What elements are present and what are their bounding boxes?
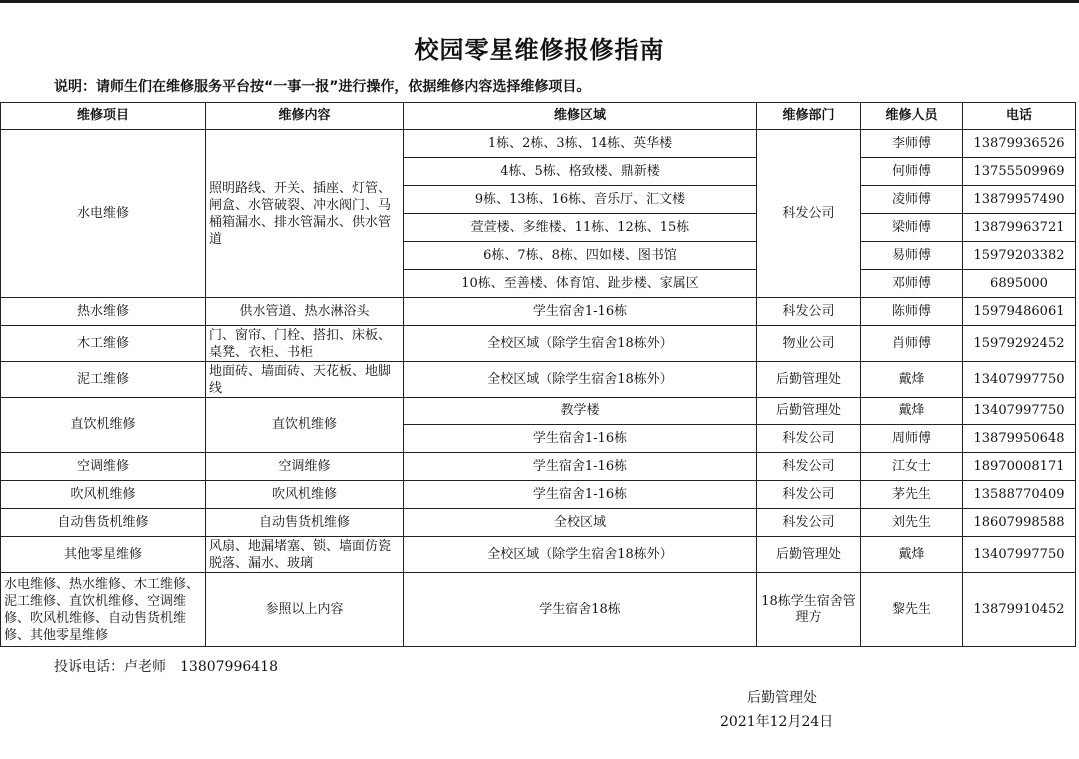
dept-cell: 18栋学生宿舍管理方	[757, 573, 861, 647]
dept-cell: 物业公司	[757, 326, 861, 362]
project-cell: 水电维修、热水维修、木工维修、泥工维修、直饮机维修、空调维修、吹风机维修、自动售货机维修、其他零星维修	[1, 573, 206, 647]
phone-cell: 13407997750	[963, 362, 1076, 398]
area-cell: 全校区域	[404, 509, 757, 537]
phone-cell: 18970008171	[963, 453, 1076, 481]
content-cell: 门、窗帘、门栓、搭扣、床板、桌凳、衣柜、书柜	[206, 326, 404, 362]
person-cell: 肖师傅	[861, 326, 963, 362]
phone-cell: 15979486061	[963, 298, 1076, 326]
content-cell: 自动售货机维修	[206, 509, 404, 537]
area-cell: 9栋、13栋、16栋、音乐厅、汇文楼	[404, 186, 757, 214]
table-row	[1, 573, 1076, 647]
phone-cell: 13879963721	[963, 214, 1076, 242]
person-cell: 江女士	[861, 453, 963, 481]
area-cell: 全校区域（除学生宿舍18栋外）	[404, 326, 757, 362]
person-cell: 何师傅	[861, 158, 963, 186]
project-cell: 水电维修	[1, 130, 206, 298]
page-title: 校园零星维修报修指南	[414, 36, 665, 64]
person-cell: 凌师傅	[861, 186, 963, 214]
header-phone: 电话	[963, 103, 1076, 130]
table-header-row	[1, 103, 1076, 130]
table-row	[1, 453, 1076, 481]
area-cell: 10栋、至善楼、体育馆、趾步楼、家属区	[404, 270, 757, 298]
issue-date: 2021年12月24日	[720, 714, 834, 730]
dept-cell: 科发公司	[757, 453, 861, 481]
phone-cell: 15979292452	[963, 326, 1076, 362]
area-cell: 6栋、7栋、8栋、四如楼、图书馆	[404, 242, 757, 270]
area-cell: 全校区域（除学生宿舍18栋外）	[404, 537, 757, 573]
area-cell: 学生宿舍1-16栋	[404, 453, 757, 481]
area-cell: 4栋、5栋、格致楼、鼎新楼	[404, 158, 757, 186]
table-row	[1, 537, 1076, 573]
area-cell: 全校区域（除学生宿舍18栋外）	[404, 362, 757, 398]
person-cell: 梁师傅	[861, 214, 963, 242]
repair-guide-table	[0, 102, 1076, 647]
complaint-phone: 投诉电话：卢老师 13807996418	[54, 659, 278, 675]
area-cell: 教学楼	[404, 398, 757, 425]
table-row	[1, 362, 1076, 398]
person-cell: 陈师傅	[861, 298, 963, 326]
table-row	[1, 509, 1076, 537]
phone-cell: 13588770409	[963, 481, 1076, 509]
phone-cell: 13755509969	[963, 158, 1076, 186]
content-cell: 风扇、地漏堵塞、锁、墙面仿瓷脱落、漏水、玻璃	[206, 537, 404, 573]
phone-cell: 13879950648	[963, 425, 1076, 453]
phone-cell: 13879936526	[963, 130, 1076, 158]
project-cell: 其他零星维修	[1, 537, 206, 573]
instruction-note: 说明：请师生们在维修服务平台按“一事一报”进行操作，依据维修内容选择维修项目。	[54, 79, 591, 95]
dept-cell: 科发公司	[757, 509, 861, 537]
dept-cell: 科发公司	[757, 130, 861, 298]
content-cell: 地面砖、墙面砖、天花板、地脚线	[206, 362, 404, 398]
content-cell: 直饮机维修	[206, 398, 404, 453]
area-cell: 学生宿舍18栋	[404, 573, 757, 647]
person-cell: 邓师傅	[861, 270, 963, 298]
phone-cell: 13407997750	[963, 537, 1076, 573]
project-cell: 热水维修	[1, 298, 206, 326]
person-cell: 戴烽	[861, 398, 963, 425]
top-border-line	[0, 0, 1079, 3]
project-cell: 吹风机维修	[1, 481, 206, 509]
content-cell: 参照以上内容	[206, 573, 404, 647]
area-cell: 学生宿舍1-16栋	[404, 425, 757, 453]
dept-cell: 科发公司	[757, 425, 861, 453]
person-cell: 戴烽	[861, 537, 963, 573]
table-row	[1, 130, 1076, 158]
project-cell: 泥工维修	[1, 362, 206, 398]
project-cell: 自动售货机维修	[1, 509, 206, 537]
content-cell: 空调维修	[206, 453, 404, 481]
person-cell: 李师傅	[861, 130, 963, 158]
phone-cell: 18607998588	[963, 509, 1076, 537]
dept-cell: 后勤管理处	[757, 537, 861, 573]
dept-cell: 科发公司	[757, 481, 861, 509]
dept-cell: 后勤管理处	[757, 362, 861, 398]
content-cell: 供水管道、热水淋浴头	[206, 298, 404, 326]
dept-cell: 科发公司	[757, 298, 861, 326]
person-cell: 周师傅	[861, 425, 963, 453]
person-cell: 黎先生	[861, 573, 963, 647]
project-cell: 直饮机维修	[1, 398, 206, 453]
person-cell: 戴烽	[861, 362, 963, 398]
phone-cell: 13879957490	[963, 186, 1076, 214]
table-row	[1, 326, 1076, 362]
table-row	[1, 298, 1076, 326]
table-row	[1, 481, 1076, 509]
area-cell: 学生宿舍1-16栋	[404, 481, 757, 509]
area-cell: 1栋、2栋、3栋、14栋、英华楼	[404, 130, 757, 158]
header-person: 维修人员	[861, 103, 963, 130]
phone-cell: 6895000	[963, 270, 1076, 298]
dept-cell: 后勤管理处	[757, 398, 861, 425]
header-project: 维修项目	[1, 103, 206, 130]
area-cell: 萱萱楼、多维楼、11栋、12栋、15栋	[404, 214, 757, 242]
issuing-department: 后勤管理处	[747, 690, 817, 706]
header-dept: 维修部门	[757, 103, 861, 130]
phone-cell: 15979203382	[963, 242, 1076, 270]
table-row	[1, 398, 1076, 425]
person-cell: 茅先生	[861, 481, 963, 509]
header-content: 维修内容	[206, 103, 404, 130]
content-cell: 照明路线、开关、插座、灯管、闸盒、水管破裂、冲水阀门、马桶箱漏水、排水管漏水、供水管道	[206, 130, 404, 298]
person-cell: 易师傅	[861, 242, 963, 270]
project-cell: 木工维修	[1, 326, 206, 362]
phone-cell: 13879910452	[963, 573, 1076, 647]
content-cell: 吹风机维修	[206, 481, 404, 509]
project-cell: 空调维修	[1, 453, 206, 481]
person-cell: 刘先生	[861, 509, 963, 537]
phone-cell: 13407997750	[963, 398, 1076, 425]
area-cell: 学生宿舍1-16栋	[404, 298, 757, 326]
header-area: 维修区域	[404, 103, 757, 130]
